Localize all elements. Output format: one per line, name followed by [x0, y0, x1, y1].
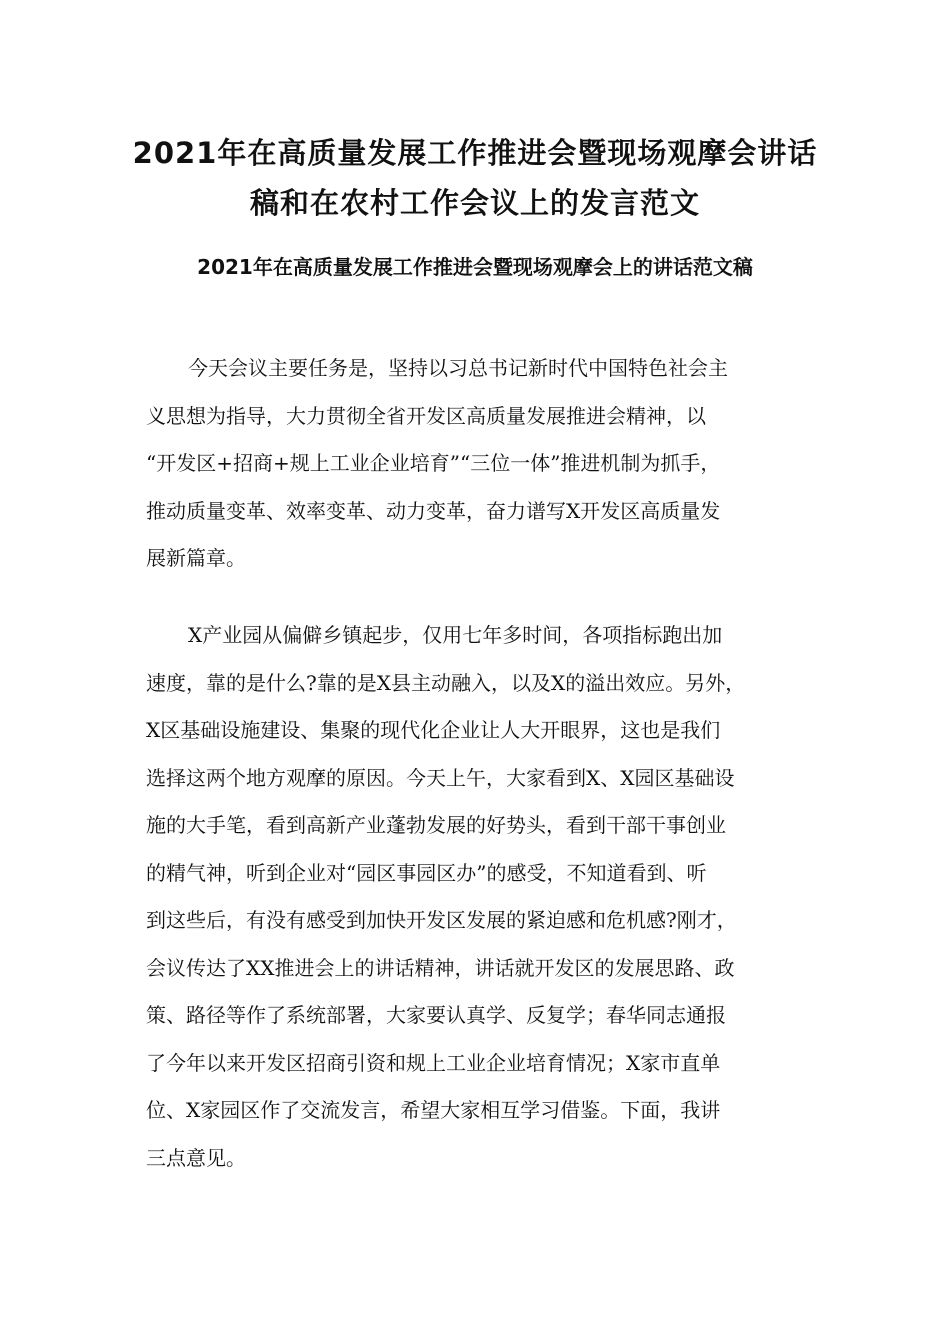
paragraph-line: “开发区+招商+规上工业企业培育”“三位一体”推进机制为抓手，: [146, 451, 721, 475]
paragraph-line: 了今年以来开发区招商引资和规上工业企业培育情况；X家市直单: [146, 1050, 721, 1075]
paragraph-line: 今天会议主要任务是，坚持以习总书记新时代中国特色社会主: [188, 356, 728, 380]
section-title: 2021年在高质量发展工作推进会暨现场观摩会上的讲话范文稿: [197, 255, 753, 279]
paragraph-line: 会议传达了XX推进会上的讲话精神，讲话就开发区的发展思路、政: [146, 955, 735, 980]
paragraph-line: 策、路径等作了系统部署，大家要认真学、反复学；春华同志通报: [146, 1003, 726, 1027]
paragraph-line: 三点意见。: [146, 1145, 246, 1170]
paragraph-1: [146, 345, 826, 583]
paragraph-line: X产业园从偏僻乡镇起步，仅用七年多时间，各项指标跑出加: [188, 623, 723, 647]
paragraph-line: 义思想为指导，大力贯彻全省开发区高质量发展推进会精神，以: [146, 403, 706, 428]
title-line-1: 2021年在高质量发展工作推进会暨现场观摩会讲话: [132, 136, 818, 170]
paragraph-line: X区基础设施建设、集聚的现代化企业让人大开眼界，这也是我们: [146, 718, 721, 742]
document-title: [120, 128, 830, 228]
paragraph-line: 的精气神，听到企业对“园区事园区办”的感受，不知道看到、听: [146, 860, 707, 885]
paragraph-line: 展新篇章。: [146, 546, 246, 570]
paragraph-2: [146, 612, 826, 1182]
paragraph-line: 到这些后，有没有感受到加快开发区发展的紧迫感和危机感?刚才，: [146, 908, 737, 932]
paragraph-line: 位、X家园区作了交流发言，希望大家相互学习借鉴。下面，我讲: [146, 1098, 721, 1122]
paragraph-line: 推动质量变革、效率变革、动力变革，奋力谱写X开发区高质量发: [146, 498, 721, 523]
title-line-2: 稿和在农村工作会议上的发言范文: [249, 186, 700, 220]
paragraph-line: 速度，靠的是什么?靠的是X县主动融入，以及X的溢出效应。另外，: [146, 670, 746, 695]
paragraph-line: 选择这两个地方观摩的原因。今天上午，大家看到X、X园区基础设: [146, 765, 735, 790]
paragraph-line: 施的大手笔，看到高新产业蓬勃发展的好势头，看到干部干事创业: [146, 813, 726, 837]
